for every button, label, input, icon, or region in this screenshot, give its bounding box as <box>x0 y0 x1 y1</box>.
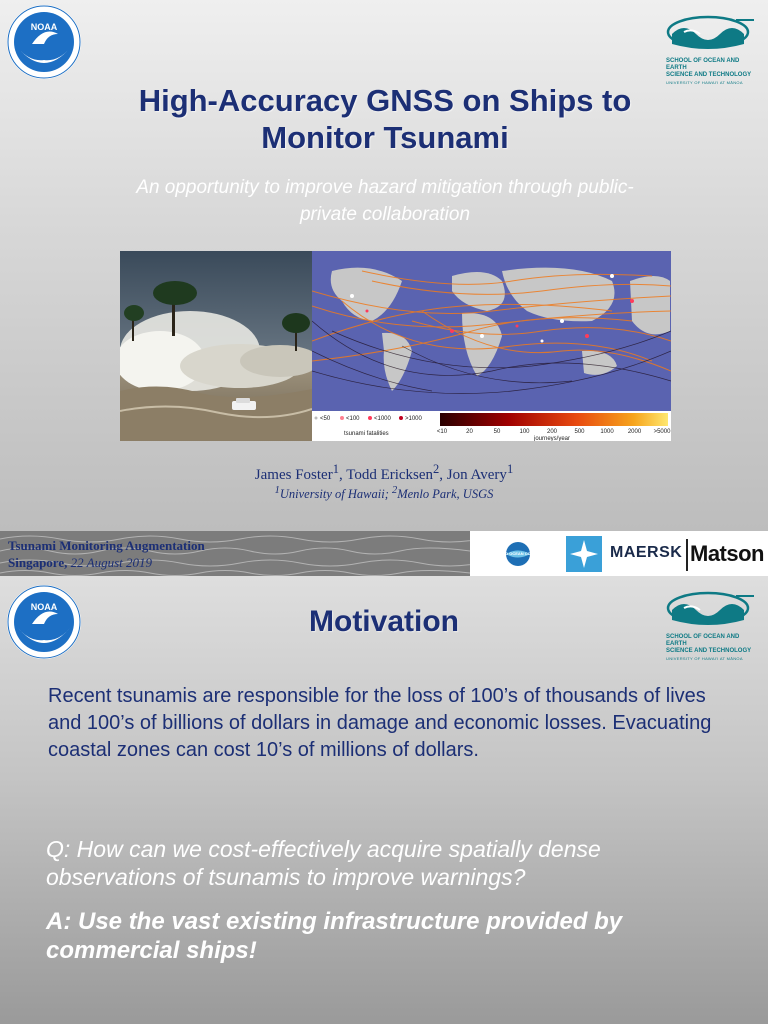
colorbar-tick: 1000 <box>600 429 614 435</box>
legend-journeys-label: journeys/year <box>534 436 571 441</box>
legend-fatality-4: >1000 <box>405 416 422 422</box>
sponsor-logos <box>470 531 768 576</box>
colorbar-ticks <box>437 429 671 435</box>
author-sep-2: , <box>439 467 447 483</box>
colorbar-tick: >5000 <box>653 429 671 435</box>
soest2-line3: UNIVERSITY OF HAWAI'I AT MĀNOA <box>666 656 743 661</box>
affiliations <box>100 485 668 502</box>
colorbar-tick: 100 <box>519 429 530 435</box>
footer-place-date <box>8 555 152 571</box>
authors <box>100 462 668 484</box>
soest-line2: SCIENCE AND TECHNOLOGY <box>666 72 752 78</box>
footer-place: Singapore, <box>8 555 68 570</box>
colorbar-tick: <10 <box>436 429 448 435</box>
legend-fatality-1: <50 <box>320 416 331 422</box>
affil-text-2: Menlo Park, USGS <box>397 487 494 502</box>
soest-logo <box>666 12 758 85</box>
author-2: Todd Ericksen <box>346 467 434 483</box>
affil-sup-1: 1 <box>274 485 280 496</box>
soest2-line2: SCIENCE AND TECHNOLOGY <box>666 648 752 654</box>
maersk-star-logo <box>566 536 602 572</box>
author-3-sup: 1 <box>506 462 514 476</box>
slide-subtitle <box>70 174 700 228</box>
noaa-logo <box>6 4 82 80</box>
soest2-line1: SCHOOL OF OCEAN AND EARTH <box>666 634 740 647</box>
subtitle-line-2: private collaboration <box>299 204 471 225</box>
question-text: Q: How can we cost-effectively acquire spatially dense observations of tsunamis to improve warnings? <box>46 836 601 890</box>
tsunami-photo <box>120 251 312 441</box>
world-ocean-council-logo <box>488 539 548 569</box>
motivation-slide <box>0 576 768 1024</box>
colorbar-tick: 500 <box>574 429 585 435</box>
author-2-sup: 2 <box>433 462 440 476</box>
title-line-2: Monitor Tsunami <box>261 120 509 155</box>
legend-fatality-label: tsunami fatalities <box>344 431 389 437</box>
matson-wordmark: Matson <box>686 539 764 571</box>
colorbar-tick: 20 <box>466 429 473 435</box>
author-1-sup: 1 <box>332 462 339 476</box>
subtitle-line-1: An opportunity to improve hazard mitigation through public- <box>136 177 634 198</box>
affil-text-1: University of Hawaii; <box>279 487 392 502</box>
author-sep-1: , <box>338 467 347 483</box>
shipping-lanes-map <box>312 251 671 441</box>
title-line-1: High-Accuracy GNSS on Ships to <box>138 83 632 118</box>
author-1: James Foster <box>254 467 333 483</box>
noaa-logo-2-text: NOAA <box>30 602 58 612</box>
footer-date: 22 August 2019 <box>67 555 152 570</box>
maersk-wordmark: MAERSK <box>610 544 683 561</box>
colorbar-tick: 50 <box>493 429 501 435</box>
soest-line1: SCHOOL OF OCEAN AND EARTH <box>666 58 740 71</box>
noaa-logo-text: NOAA <box>30 22 58 32</box>
author-3: Jon Avery <box>446 467 507 483</box>
legend-fatality-2: <100 <box>346 416 360 422</box>
legend-fatality-3: <1000 <box>374 416 391 422</box>
colorbar-tick: 2000 <box>627 429 642 435</box>
motivation-heading: Motivation <box>309 605 459 638</box>
affil-sup-2: 2 <box>391 485 398 496</box>
slide-title <box>60 82 710 156</box>
colorbar-tick: 200 <box>546 429 558 435</box>
soest-line3: UNIVERSITY OF HAWAI'I AT MĀNOA <box>666 80 743 85</box>
footer-event: Tsunami Monitoring Augmentation <box>8 538 205 553</box>
motivation-paragraph: Recent tsunamis are responsible for the loss of 100’s of thousands of lives and 100’s of billions of dollars in damage and economic losses. Evacuating coastal zones can cost 10’s of millions of dollars. <box>48 685 712 761</box>
answer-text: A: Use the vast existing infrastructure provided by commercial ships! <box>46 908 623 964</box>
wsc-text: WORLD OCEAN COUNCIL <box>493 551 543 556</box>
